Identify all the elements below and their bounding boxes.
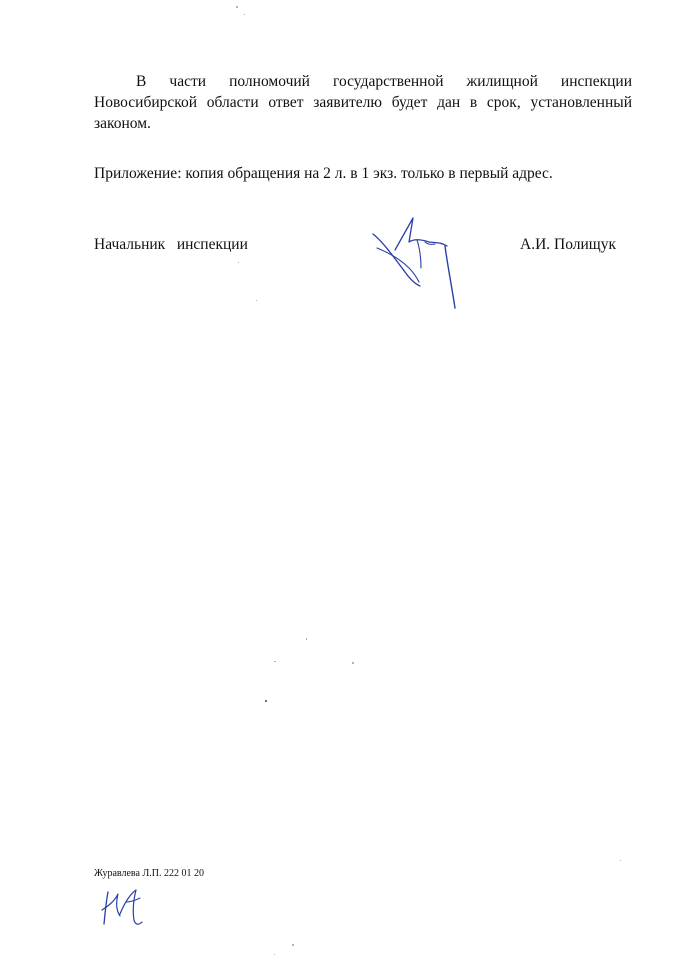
scan-speck [306, 638, 307, 640]
scan-speck [244, 14, 245, 15]
scan-speck [256, 300, 257, 301]
scan-speck [238, 262, 239, 263]
signatory-name: А.И. Полищук [520, 236, 616, 253]
signatory-title: Начальник инспекции [94, 236, 248, 253]
scan-speck [274, 661, 276, 662]
scan-speck [265, 700, 267, 702]
scan-speck [236, 6, 238, 8]
initials-mark [96, 880, 146, 928]
signature-mark [365, 212, 465, 312]
scan-speck [274, 954, 275, 955]
attachment-note: Приложение: копия обращения на 2 л. в 1 экз. только в первый адрес. [94, 165, 553, 182]
scan-speck [292, 944, 294, 946]
executor-contact: Журавлева Л.П. 222 01 20 [94, 868, 204, 879]
scan-speck [352, 662, 354, 664]
body-paragraph: В части полномочий государственной жилищной инспекции Новосибирской области ответ заявителю будет дан в срок, установленный законом. [94, 73, 632, 132]
scan-speck [620, 860, 621, 861]
